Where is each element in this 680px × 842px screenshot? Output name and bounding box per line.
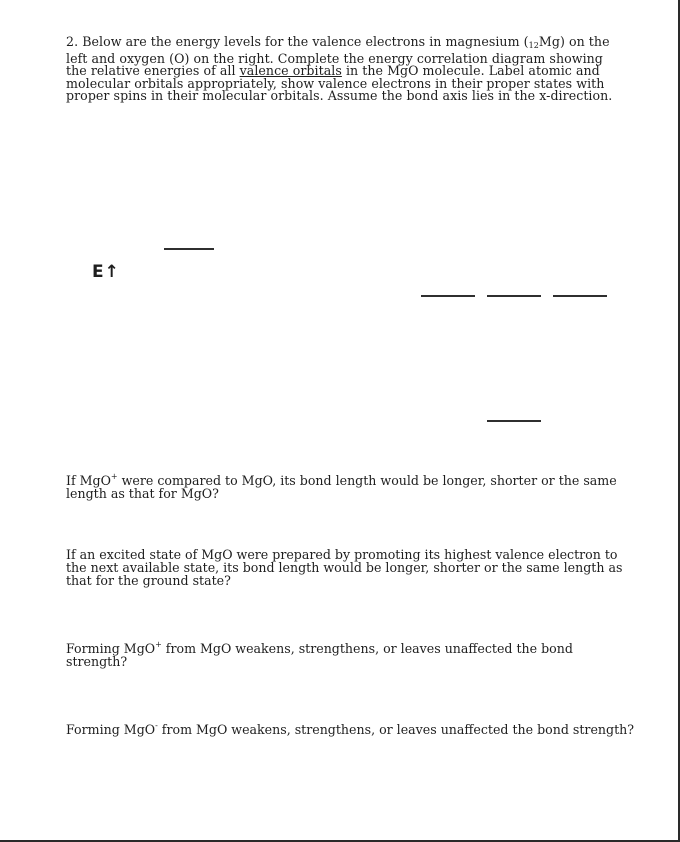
question-2-intro bbox=[66, 36, 626, 103]
q4-rest: from MgO weakens, strengthens, or leaves unaffected the bond strength? bbox=[157, 722, 635, 737]
question-number: 2. bbox=[66, 34, 79, 49]
intro-text-3: in the MgO molecule. Label atomic and molecular orbitals appropriately, show valence electrons in their proper states with proper spins in their molecular orbitals. Assume the bond axis lies in the x-direction. bbox=[66, 63, 613, 103]
question-text bbox=[66, 638, 636, 668]
q1-rest: were compared to MgO, its bond length would be longer, shorter or the same length as that for MgO? bbox=[66, 473, 617, 501]
intro-text-2: ) on the left and oxygen (O) on the right. Complete the energy correlation diagram showing the relative energies of all bbox=[66, 34, 610, 78]
mg-atomic-number: 12 bbox=[528, 41, 539, 50]
mg-3s-level bbox=[164, 248, 214, 250]
o-2p-level-1 bbox=[421, 295, 475, 297]
question-text bbox=[66, 719, 636, 736]
o-2p-level-2 bbox=[487, 295, 541, 297]
q2-text: If an excited state of MgO were prepared by promoting its highest valence electron to the next available state, its bond length would be longer, shorter or the same length as that for the ground state? bbox=[66, 547, 623, 588]
q4-lead: Forming MgO bbox=[66, 722, 156, 737]
question-text bbox=[66, 470, 636, 500]
q1-lead: If MgO bbox=[66, 473, 111, 488]
q4-charge: - bbox=[155, 721, 158, 730]
energy-axis-label: E↑ bbox=[92, 262, 120, 282]
intro-text-1: Below are the energy levels for the valence electrons in magnesium ( bbox=[82, 34, 529, 49]
intro-paragraph bbox=[66, 36, 626, 103]
o-2p-level-3 bbox=[553, 295, 607, 297]
q1-charge: + bbox=[110, 472, 118, 481]
question-mgo-anion-bond-strength bbox=[66, 719, 636, 736]
q3-charge: + bbox=[155, 640, 162, 649]
question-excited-state-bond-length bbox=[66, 548, 636, 587]
mg-symbol: Mg bbox=[538, 34, 560, 49]
o-2s-level bbox=[487, 420, 541, 422]
q3-lead: Forming MgO bbox=[66, 641, 156, 656]
q3-rest: from MgO weakens, strengthens, or leaves unaffected the bond strength? bbox=[66, 641, 573, 669]
question-mgo-cation-bond-length bbox=[66, 470, 636, 500]
valence-orbitals-underlined: valence orbitals bbox=[239, 63, 342, 78]
question-mgo-cation-bond-strength bbox=[66, 638, 636, 668]
